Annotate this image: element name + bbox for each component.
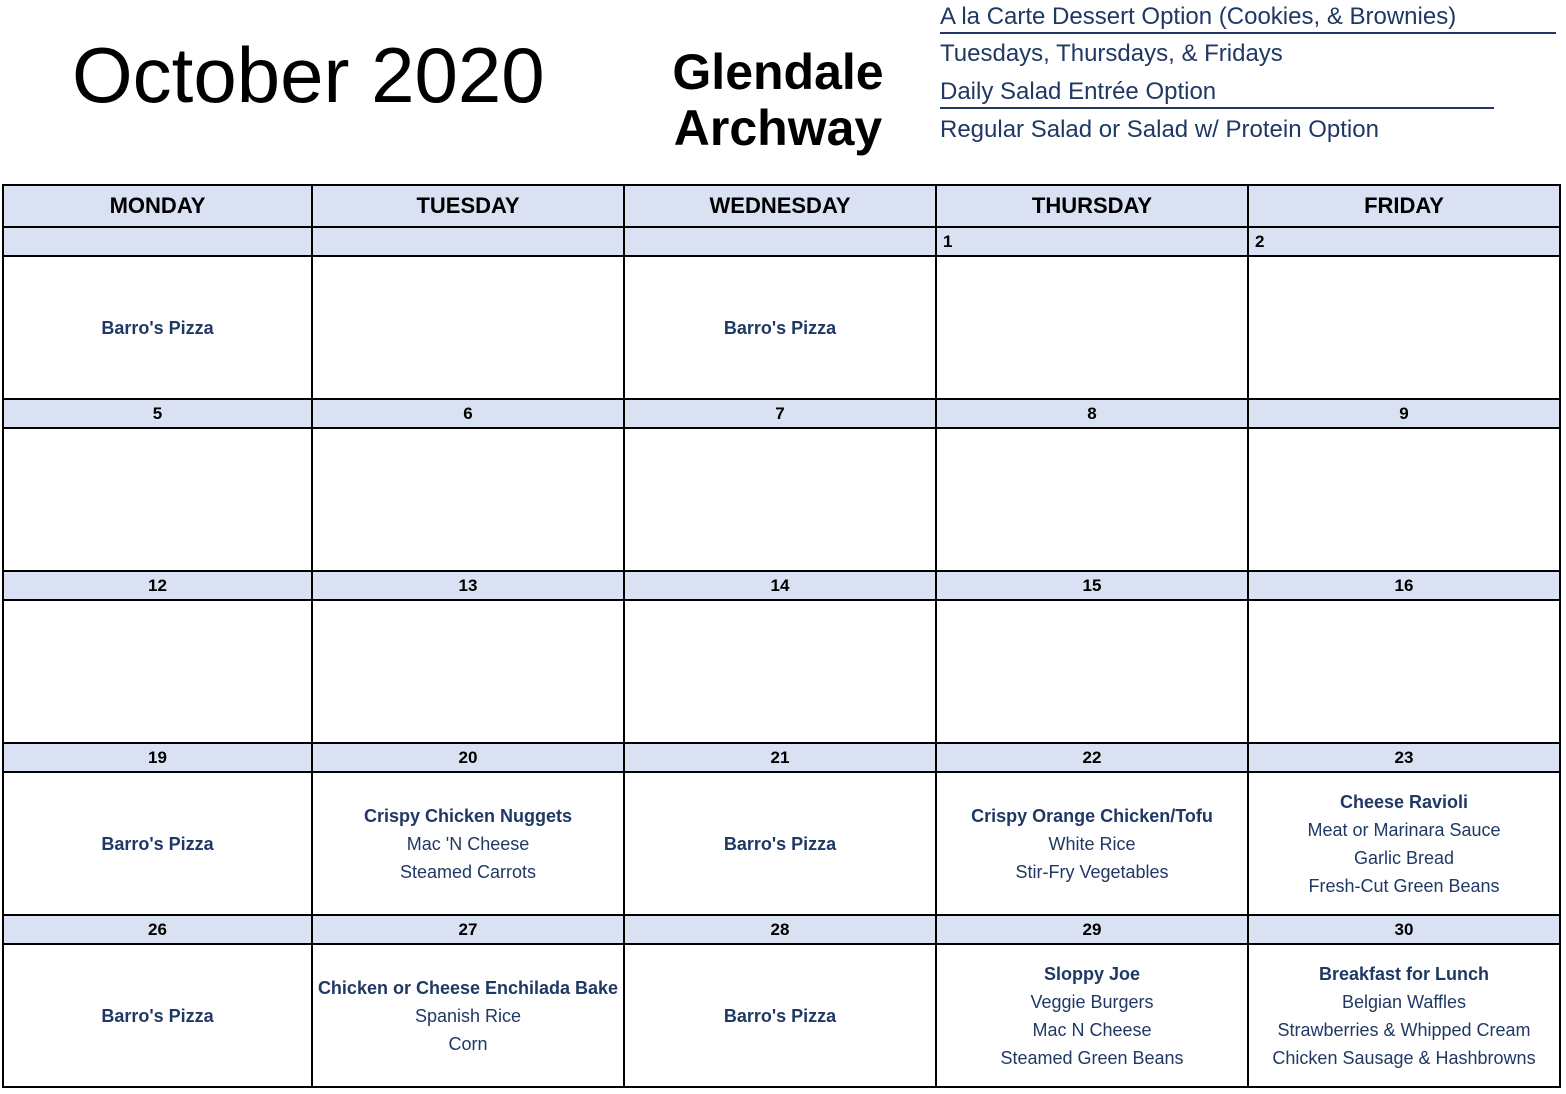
entree-item: Sloppy Joe [1043, 963, 1141, 984]
menu-cell [4, 773, 313, 916]
date-number: 29 [937, 916, 1249, 945]
date-number: 5 [4, 400, 313, 429]
date-number: 8 [937, 400, 1249, 429]
entree-item: Breakfast for Lunch [1318, 963, 1490, 984]
entree-item: Crispy Chicken Nuggets [363, 805, 573, 826]
menu-cell [937, 773, 1249, 916]
menu-cell [1249, 945, 1561, 1088]
date-number [4, 228, 313, 257]
entree-item: Chicken or Cheese Enchilada Bake [317, 977, 619, 998]
side-item: Steamed Green Beans [1000, 1047, 1184, 1068]
entree-item: Crispy Orange Chicken/Tofu [971, 805, 1213, 826]
side-item: Chicken Sausage & Hashbrowns [1272, 1047, 1536, 1068]
entree-item: Barro's Pizza [723, 833, 837, 854]
side-item: Strawberries & Whipped Cream [1277, 1019, 1531, 1040]
menu-cell [625, 429, 937, 572]
date-number: 12 [4, 572, 313, 601]
entree-item: Barro's Pizza [101, 1005, 214, 1026]
side-item: Mac N Cheese [1032, 1019, 1152, 1040]
date-number: 1 [937, 228, 1249, 257]
side-item: Mac 'N Cheese [406, 833, 530, 854]
menu-cell [1249, 257, 1561, 400]
note-dessert-days: Tuesdays, Thursdays, & Fridays [940, 40, 1283, 67]
menu-cell [937, 257, 1249, 400]
date-number: 2 [1249, 228, 1561, 257]
menu-cell [937, 429, 1249, 572]
menu-cell [1249, 601, 1561, 744]
school-name-line2: Archway [673, 100, 883, 156]
menu-cell [625, 945, 937, 1088]
menu-cell [1249, 773, 1561, 916]
menu-cell [937, 601, 1249, 744]
menu-cell [313, 429, 625, 572]
date-number: 15 [937, 572, 1249, 601]
date-number: 14 [625, 572, 937, 601]
date-number: 22 [937, 744, 1249, 773]
side-item: Garlic Bread [1353, 847, 1455, 868]
calendar-grid [2, 184, 1561, 1088]
date-number: 16 [1249, 572, 1561, 601]
date-number: 28 [625, 916, 937, 945]
school-name [660, 44, 896, 156]
date-number [625, 228, 937, 257]
entree-item: Barro's Pizza [101, 317, 214, 338]
date-number: 13 [313, 572, 625, 601]
menu-cell [625, 773, 937, 916]
side-item: Belgian Waffles [1341, 991, 1467, 1012]
entree-item: Barro's Pizza [101, 833, 214, 854]
side-item: Stir-Fry Vegetables [1015, 861, 1169, 882]
date-number: 7 [625, 400, 937, 429]
side-item: Veggie Burgers [1030, 991, 1154, 1012]
menu-cell [313, 601, 625, 744]
side-item: Corn [448, 1033, 488, 1054]
menu-cell [1249, 429, 1561, 572]
menu-cell [937, 945, 1249, 1088]
date-number: 6 [313, 400, 625, 429]
menu-cell [313, 945, 625, 1088]
menu-cell [4, 429, 313, 572]
date-number: 21 [625, 744, 937, 773]
side-item: Spanish Rice [414, 1005, 522, 1026]
school-name-line1: Glendale [672, 44, 884, 100]
entree-item: Cheese Ravioli [1339, 791, 1469, 812]
date-number: 9 [1249, 400, 1561, 429]
date-number: 19 [4, 744, 313, 773]
day-header-friday: FRIDAY [1249, 186, 1561, 228]
date-number: 23 [1249, 744, 1561, 773]
page-title: October 2020 [72, 31, 545, 119]
menu-cell [625, 257, 937, 400]
note-salad-option: Daily Salad Entrée Option [940, 77, 1494, 109]
day-header-tuesday: TUESDAY [313, 186, 625, 228]
entree-item: Barro's Pizza [723, 317, 837, 338]
menu-cell [4, 945, 313, 1088]
date-number: 20 [313, 744, 625, 773]
day-header-wednesday: WEDNESDAY [625, 186, 937, 228]
side-item: White Rice [1048, 833, 1136, 854]
side-item: Steamed Carrots [399, 861, 537, 882]
entree-item: Barro's Pizza [723, 1005, 837, 1026]
day-header-thursday: THURSDAY [937, 186, 1249, 228]
menu-cell [625, 601, 937, 744]
date-number: 26 [4, 916, 313, 945]
menu-cell [313, 773, 625, 916]
menu-cell [4, 601, 313, 744]
note-salad-choices: Regular Salad or Salad w/ Protein Option [940, 116, 1379, 143]
side-item: Fresh-Cut Green Beans [1308, 875, 1500, 896]
note-dessert-option: A la Carte Dessert Option (Cookies, & Brownies) [940, 2, 1556, 34]
date-number: 27 [313, 916, 625, 945]
menu-cell [313, 257, 625, 400]
date-number: 30 [1249, 916, 1561, 945]
day-header-monday: MONDAY [4, 186, 313, 228]
date-number [313, 228, 625, 257]
menu-cell [4, 257, 313, 400]
side-item: Meat or Marinara Sauce [1307, 819, 1501, 840]
